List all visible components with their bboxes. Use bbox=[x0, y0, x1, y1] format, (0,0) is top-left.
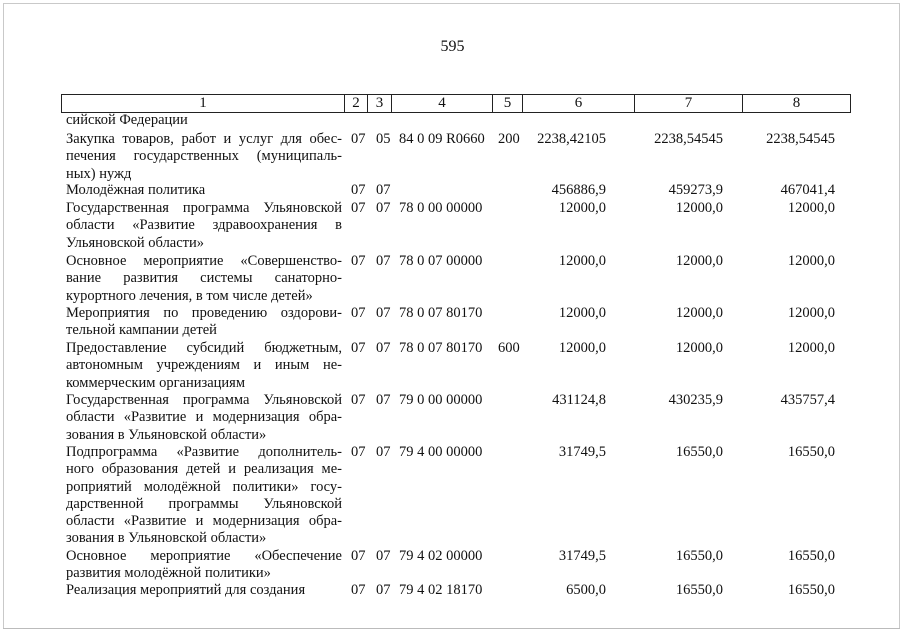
row-value-col6: 12000,0 bbox=[558, 200, 606, 216]
row-value-col8: 12000,0 bbox=[787, 340, 835, 356]
row-section-code: 07 bbox=[351, 182, 366, 198]
row-subsection-code: 07 bbox=[376, 200, 391, 216]
row-value-col6: 431124,8 bbox=[552, 392, 606, 408]
row-value-col8: 435757,4 bbox=[780, 392, 835, 408]
row-subsection-code: 07 bbox=[376, 392, 391, 408]
row-name-line: ного образования детей и реализация ме- bbox=[66, 461, 342, 478]
row-section-code: 07 bbox=[351, 582, 366, 598]
row-name-line: зования в Ульяновской области» bbox=[66, 426, 267, 443]
row-name-line: роприятий молодёжной политики» госу- bbox=[66, 478, 342, 495]
row-name bbox=[66, 305, 342, 340]
row-target-article: 78 0 07 00000 bbox=[399, 253, 483, 269]
row-name-line: Молодёжная политика bbox=[66, 182, 206, 198]
header-col-7: 7 bbox=[635, 95, 743, 112]
row-subsection-code: 07 bbox=[376, 253, 391, 269]
table-header bbox=[61, 94, 851, 113]
row-target-article: 79 4 02 18170 bbox=[399, 582, 483, 598]
row-name-line: зования в Ульяновской области» bbox=[66, 530, 267, 547]
row-section-code: 07 bbox=[351, 444, 366, 460]
row-name-line: Мероприятия по проведению оздорови- bbox=[66, 305, 342, 321]
row-name-line: печения государственных (муниципаль- bbox=[66, 148, 342, 165]
row-name-line: Основное мероприятие «Обеспечение bbox=[66, 548, 342, 564]
row-value-col7: 16550,0 bbox=[675, 582, 723, 598]
row-target-article: 78 0 00 00000 bbox=[399, 200, 483, 216]
row-value-col8: 16550,0 bbox=[787, 444, 835, 460]
row-name bbox=[66, 582, 342, 599]
page-number: 595 bbox=[440, 38, 465, 55]
row-subsection-code: 07 bbox=[376, 305, 391, 321]
row-name-line: тельной кампании детей bbox=[66, 322, 217, 339]
row-name bbox=[66, 253, 342, 305]
row-name bbox=[66, 444, 342, 548]
row-subsection-code: 05 bbox=[376, 131, 391, 147]
row-name-line: Основное мероприятие «Совершенство- bbox=[66, 253, 342, 269]
row-name-line: Государственная программа Ульяновской bbox=[66, 392, 342, 408]
row-subsection-code: 07 bbox=[376, 182, 391, 198]
row-value-col7: 16550,0 bbox=[675, 444, 723, 460]
row-expense-type: 200 bbox=[498, 131, 520, 147]
row-target-article: 84 0 09 R0660 bbox=[399, 131, 485, 147]
row-name-line: коммерческим организациям bbox=[66, 374, 246, 391]
header-col-1: 1 bbox=[62, 95, 345, 112]
row-name bbox=[66, 112, 342, 129]
row-name-line: Закупка товаров, работ и услуг для обес- bbox=[66, 131, 342, 147]
row-target-article: 79 0 00 00000 bbox=[399, 392, 483, 408]
row-value-col6: 31749,5 bbox=[558, 444, 606, 460]
row-name-line: сийской Федерации bbox=[66, 112, 188, 128]
header-col-5: 5 bbox=[493, 95, 523, 112]
row-name bbox=[66, 392, 342, 444]
row-name-line: развития молодёжной политики» bbox=[66, 565, 271, 582]
header-col-8: 8 bbox=[792, 95, 801, 111]
row-name-line: курортного лечения, в том числе детей» bbox=[66, 287, 313, 304]
header-col-6: 6 bbox=[523, 95, 635, 112]
row-value-col8: 467041,4 bbox=[780, 182, 835, 198]
row-value-col7: 12000,0 bbox=[675, 305, 723, 321]
row-value-col8: 2238,54545 bbox=[766, 131, 835, 147]
row-value-col6: 12000,0 bbox=[558, 253, 606, 269]
row-subsection-code: 07 bbox=[376, 548, 391, 564]
page-bottom-edge bbox=[3, 628, 900, 629]
row-value-col7: 2238,54545 bbox=[654, 131, 723, 147]
row-value-col7: 12000,0 bbox=[675, 253, 723, 269]
row-name bbox=[66, 131, 342, 183]
row-subsection-code: 07 bbox=[376, 582, 391, 598]
row-value-col7: 12000,0 bbox=[675, 340, 723, 356]
row-value-col7: 430235,9 bbox=[668, 392, 723, 408]
row-name-line: области «Развитие и модернизация обра- bbox=[66, 513, 342, 530]
header-col-2: 2 bbox=[345, 95, 368, 112]
row-section-code: 07 bbox=[351, 340, 366, 356]
row-subsection-code: 07 bbox=[376, 444, 391, 460]
row-name bbox=[66, 182, 342, 199]
row-value-col8: 12000,0 bbox=[787, 305, 835, 321]
row-section-code: 07 bbox=[351, 253, 366, 269]
row-section-code: 07 bbox=[351, 131, 366, 147]
row-name-line: вание развития системы санаторно- bbox=[66, 270, 342, 287]
row-name-line: Предоставление субсидий бюджетным, bbox=[66, 340, 342, 356]
row-value-col8: 12000,0 bbox=[787, 200, 835, 216]
row-name-line: области «Развитие здравоохранения в bbox=[66, 217, 342, 234]
row-name-line: автономным учреждениям и иным не- bbox=[66, 357, 342, 374]
row-value-col7: 16550,0 bbox=[675, 548, 723, 564]
row-target-article: 78 0 07 80170 bbox=[399, 305, 483, 321]
row-name bbox=[66, 548, 342, 583]
row-name-line: области «Развитие и модернизация обра- bbox=[66, 409, 342, 426]
row-value-col6: 12000,0 bbox=[558, 305, 606, 321]
row-name bbox=[66, 340, 342, 392]
row-section-code: 07 bbox=[351, 200, 366, 216]
header-col-4: 4 bbox=[392, 95, 493, 112]
row-value-col7: 459273,9 bbox=[668, 182, 723, 198]
header-col-3: 3 bbox=[368, 95, 392, 112]
row-value-col8: 16550,0 bbox=[787, 582, 835, 598]
row-name-line: Ульяновской области» bbox=[66, 234, 205, 251]
row-value-col8: 12000,0 bbox=[787, 253, 835, 269]
row-expense-type: 600 bbox=[498, 340, 520, 356]
row-name-line: Подпрограмма «Развитие дополнитель- bbox=[66, 444, 342, 460]
row-target-article: 79 4 02 00000 bbox=[399, 548, 483, 564]
row-target-article: 79 4 00 00000 bbox=[399, 444, 483, 460]
row-value-col6: 456886,9 bbox=[551, 182, 606, 198]
row-value-col6: 12000,0 bbox=[558, 340, 606, 356]
row-value-col6: 2238,42105 bbox=[537, 131, 606, 147]
row-value-col8: 16550,0 bbox=[787, 548, 835, 564]
row-subsection-code: 07 bbox=[376, 340, 391, 356]
row-section-code: 07 bbox=[351, 548, 366, 564]
row-section-code: 07 bbox=[351, 305, 366, 321]
row-name-line: Реализация мероприятий для создания bbox=[66, 582, 306, 598]
row-section-code: 07 bbox=[351, 392, 366, 408]
row-value-col6: 31749,5 bbox=[558, 548, 606, 564]
row-name-line: дарственной программы Ульяновской bbox=[66, 495, 342, 512]
row-name-line: ных) нужд bbox=[66, 165, 132, 182]
row-value-col6: 6500,0 bbox=[566, 582, 606, 598]
row-name-line: Государственная программа Ульяновской bbox=[66, 200, 342, 216]
row-target-article: 78 0 07 80170 bbox=[399, 340, 483, 356]
row-value-col7: 12000,0 bbox=[675, 200, 723, 216]
row-name bbox=[66, 200, 342, 252]
